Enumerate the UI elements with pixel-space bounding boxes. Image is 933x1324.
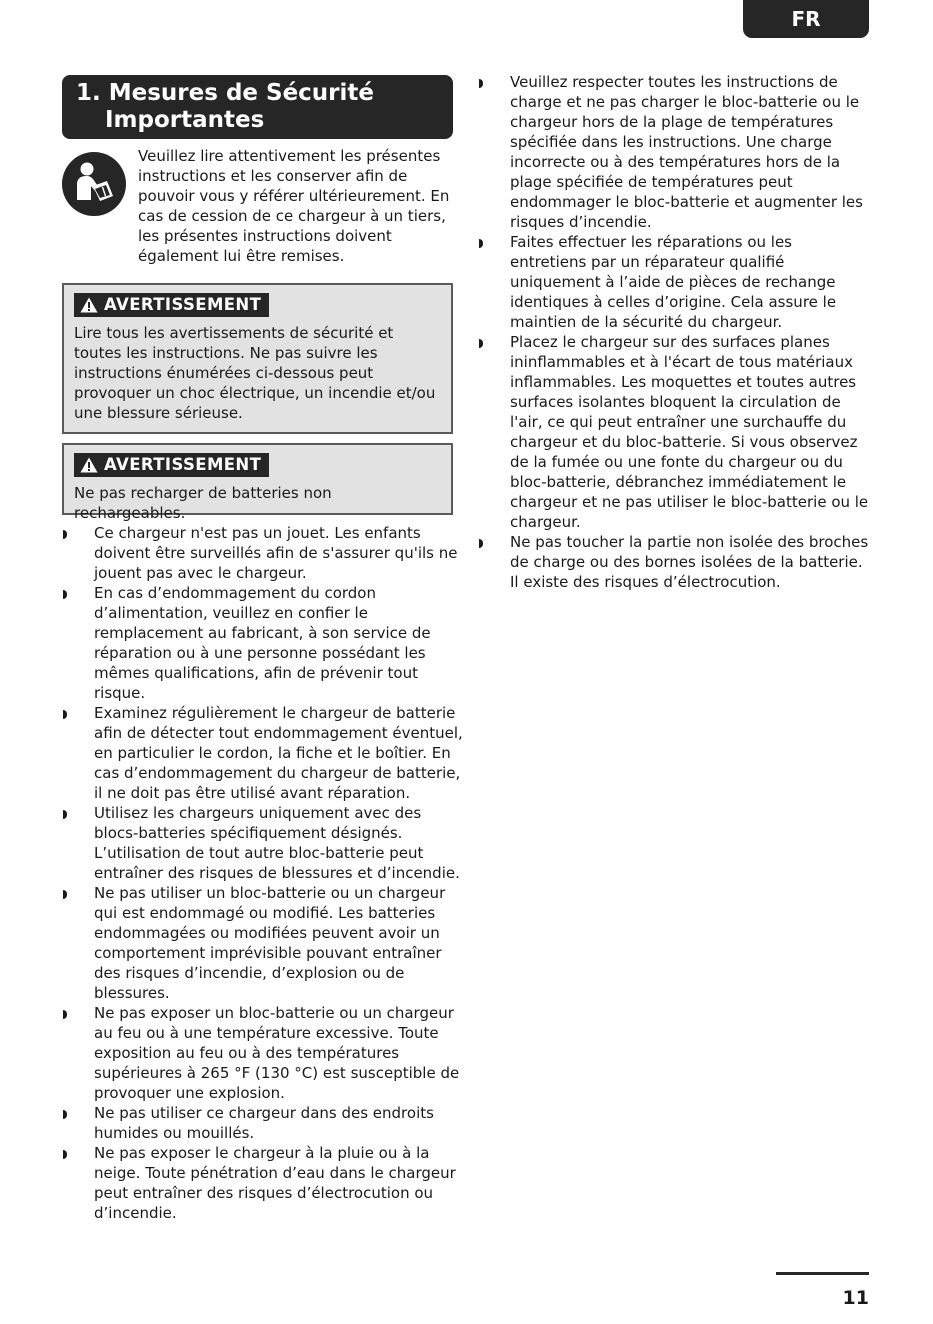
warning-text: Ne pas recharger de batteries non rechargeables.: [74, 484, 332, 522]
warning-label: [74, 293, 269, 317]
warning-box-batteries: [62, 443, 453, 522]
list-item: Placez le chargeur sur des surfaces planes ininflammables et à l'écart de tous matériaux inflammables. Les moquettes et toutes autres surfaces isolantes bloquent la circulation de l'air, ce qui peut entraîner une surchauffe du chargeur et du bloc-batterie. Si vous observez de la fumée ou une fonte du chargeur ou du bloc-batterie, débranchez immédiatement le chargeur et ne pas utiliser le bloc-batterie ou le chargeur.: [479, 332, 871, 532]
list-item: Ne pas exposer le chargeur à la pluie ou à la neige. Toute pénétration d’eau dans le chargeur peut entraîner des risques d’électrocution ou d’incendie.: [63, 1143, 463, 1223]
language-tab: FR: [743, 0, 869, 38]
footer-rule: [776, 1272, 869, 1275]
list-item: Examinez régulièrement le chargeur de batterie afin de détecter tout endommagement éventuel, en particulier le cordon, la fiche et le boîtier. En cas d’endommagement du chargeur de batterie, il ne doit pas être utilisé avant réparation.: [63, 703, 463, 803]
list-item: Veuillez respecter toutes les instructions de charge et ne pas charger le bloc-batterie ou le chargeur hors de la plage de températures spécifiée dans les instructions. Une charge incorrecte ou à des températures hors de la plage spécifiée de températures peut endommager le bloc-batterie et augmenter les risques d’incendie.: [479, 72, 871, 232]
warning-triangle-icon: [80, 297, 98, 313]
intro-text: Veuillez lire attentivement les présentes instructions et les conserver afin de pouvoir vous y référer ultérieurement. En cas de cession de ce chargeur à un tiers, les présentes instructions doivent également lui être remises.: [138, 147, 450, 265]
list-item: Faites effectuer les réparations ou les entretiens par un réparateur qualifié uniquement à l’aide de pièces de rechange identiques à celles d’origine. Cela assure le maintien de la sécurité du chargeur.: [479, 232, 871, 332]
section-title: [62, 75, 453, 139]
list-item: Ne pas toucher la partie non isolée des broches de charge ou des bornes isolées de la batterie. Il existe des risques d’électrocution.: [479, 532, 871, 592]
warning-label-text: AVERTISSEMENT: [104, 455, 262, 474]
right-bullet-list: [479, 72, 871, 592]
warning-triangle-icon: [80, 457, 98, 473]
warning-label-text: AVERTISSEMENT: [104, 295, 262, 314]
list-item: En cas d’endommagement du cordon d’alimentation, veuillez en confier le remplacement au fabricant, à son service de réparation ou à une personne possédant les mêmes qualifications, afin de prévenir tout risque.: [63, 583, 463, 703]
list-item: Utilisez les chargeurs uniquement avec des blocs-batteries spécifiquement désignés. L’utilisation de tout autre bloc-batterie peut entraîner des risques de blessures et d’incendie.: [63, 803, 463, 883]
list-item: Ne pas utiliser ce chargeur dans des endroits humides ou mouillés.: [63, 1103, 463, 1143]
section-title-line2: Importantes: [105, 107, 265, 133]
section-title-line1: 1. Mesures de Sécurité: [76, 80, 375, 106]
list-item: Ne pas exposer un bloc-batterie ou un chargeur au feu ou à une température excessive. Toute exposition au feu ou à des températures supérieures à 265 °F (130 °C) est susceptible de provoquer une explosion.: [63, 1003, 463, 1103]
warning-box-general: [62, 283, 453, 434]
left-bullet-list: [63, 523, 463, 1223]
list-item: Ce chargeur n'est pas un jouet. Les enfants doivent être surveillés afin de s'assurer qu'ils ne jouent pas avec le chargeur.: [63, 523, 463, 583]
warning-label: [74, 453, 269, 477]
list-item: Ne pas utiliser un bloc-batterie ou un chargeur qui est endommagé ou modifié. Les batteries endommagées ou modifiées peuvent avoir un comportement imprévisible pouvant entraîner des risques d’incendie, d’explosion ou de blessures.: [63, 883, 463, 1003]
read-manual-icon: [62, 152, 126, 216]
page-number: 11: [842, 1287, 869, 1309]
warning-text: Lire tous les avertissements de sécurité et toutes les instructions. Ne pas suivre les instructions énumérées ci-dessous peut provoquer un choc électrique, un incendie et/ou une blessure sérieuse.: [74, 324, 436, 422]
